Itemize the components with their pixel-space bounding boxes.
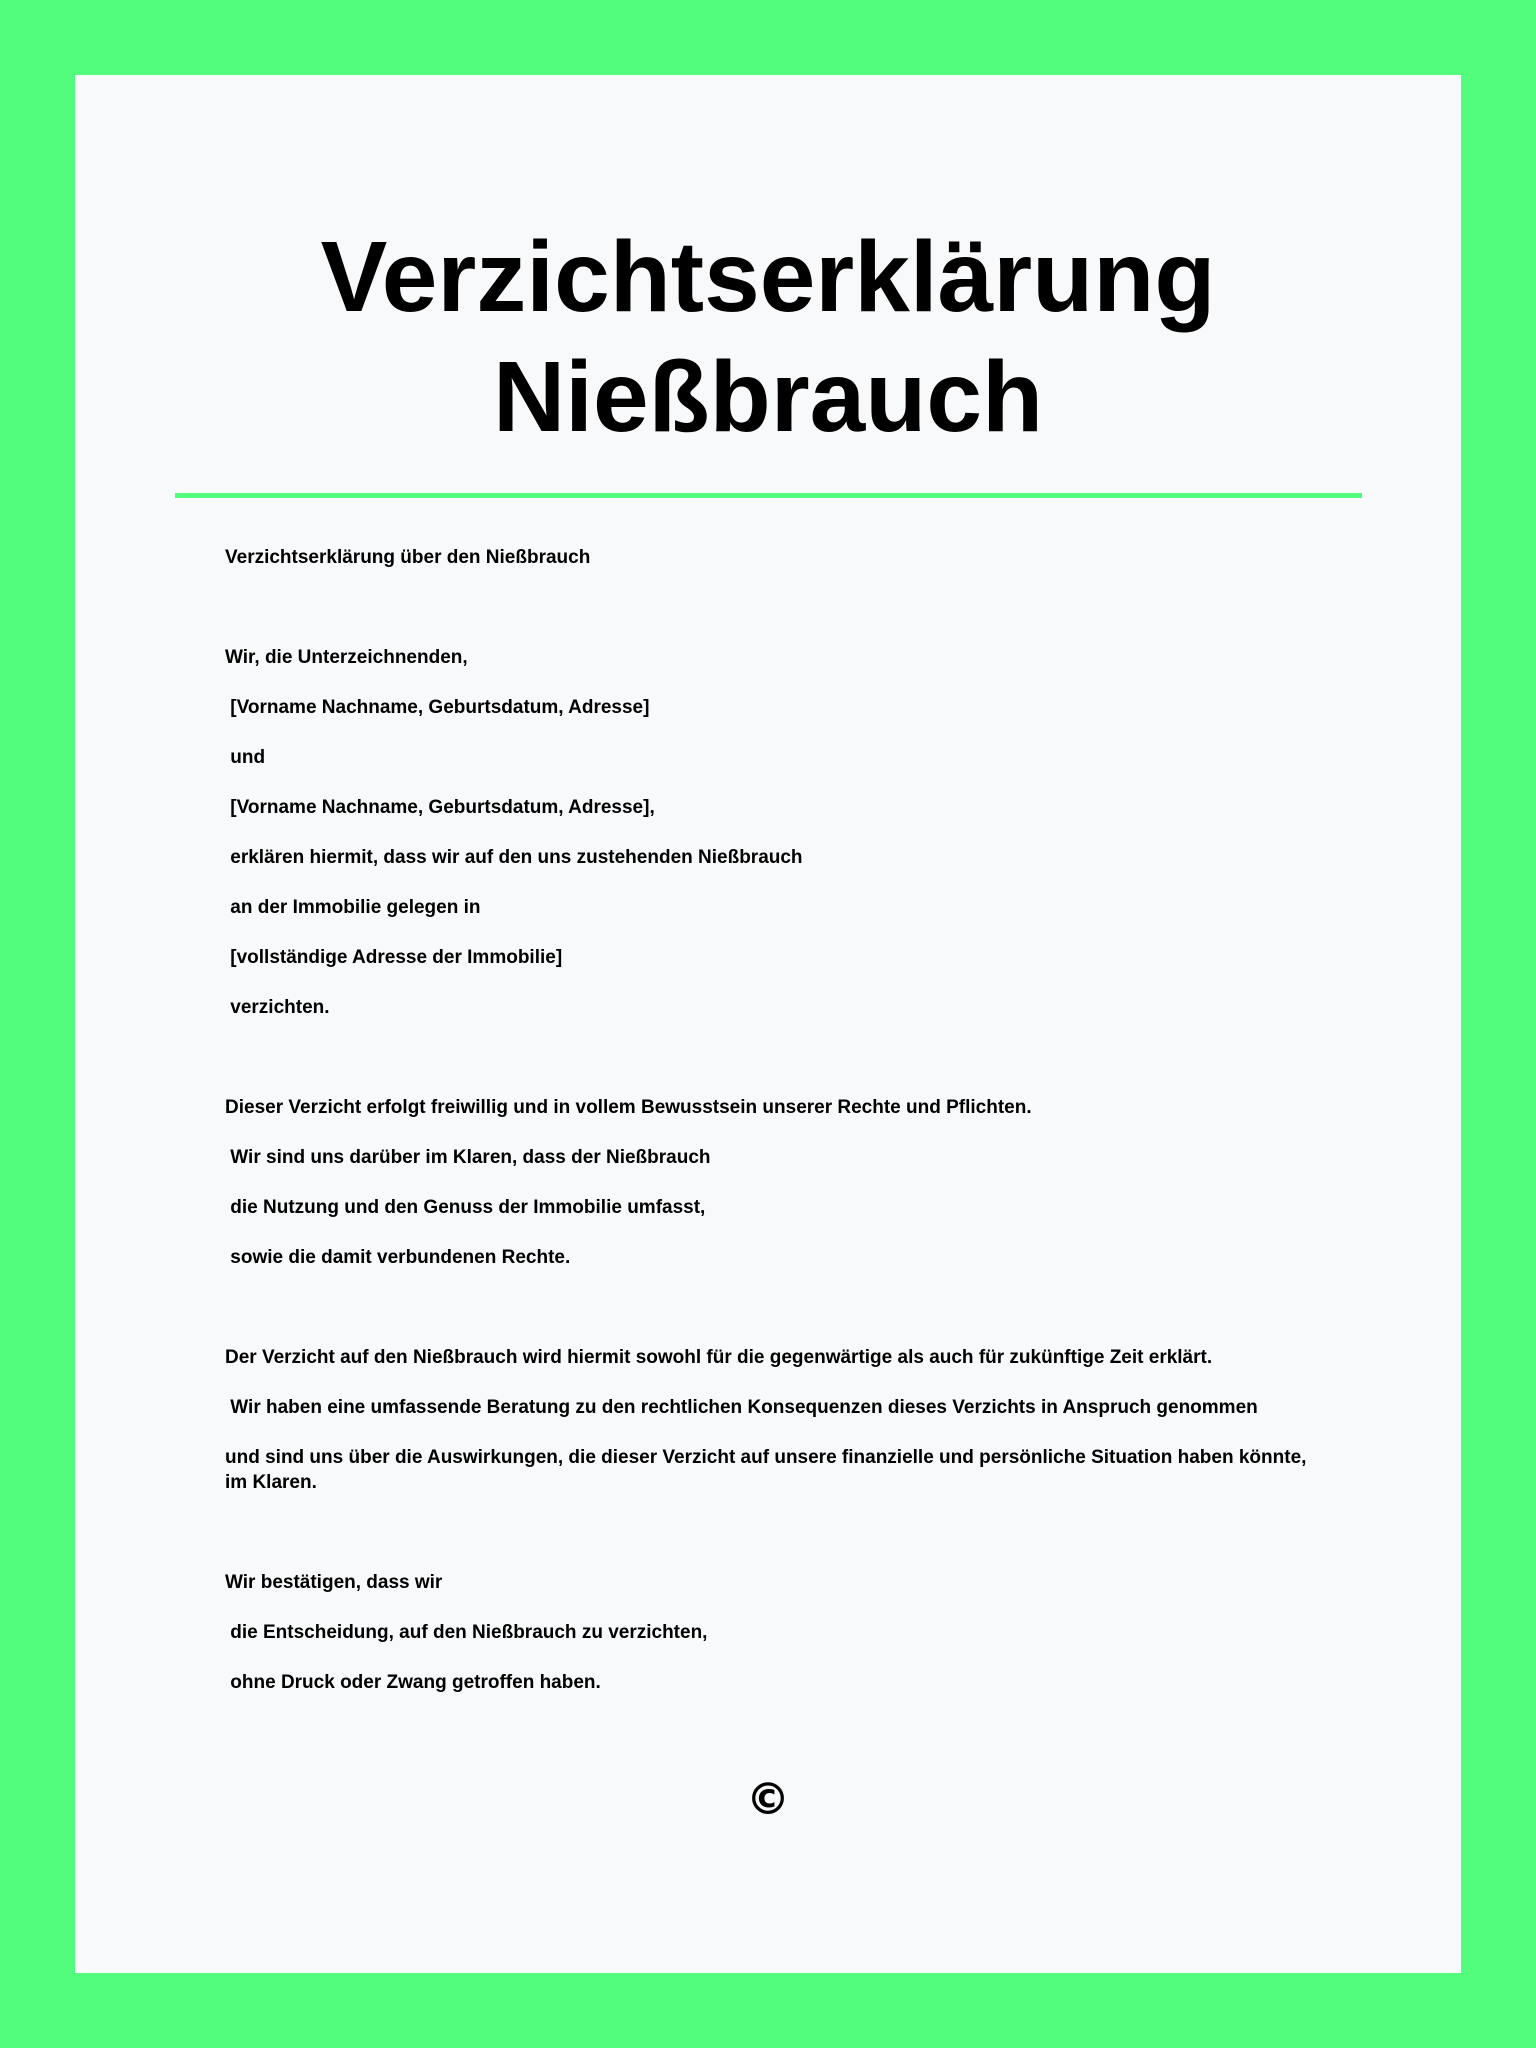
paragraph-1-line-7: [vollständige Adresse der Immobilie] [225, 947, 563, 968]
paragraph-2-line-3: die Nutzung und den Genuss der Immobilie umfasst, [225, 1197, 706, 1218]
title-line-2: Nießbrauch [492, 341, 1044, 453]
title-line-1: Verzichtserklärung [320, 221, 1216, 333]
paragraph-1-line-2: [Vorname Nachname, Geburtsdatum, Adresse] [225, 697, 650, 718]
paragraph-1-line-4: [Vorname Nachname, Geburtsdatum, Adresse], [225, 797, 655, 818]
paragraph-3-line-3: und sind uns über die Auswirkungen, die dieser Verzicht auf unsere finanzielle und persönliche Situation haben könnte, im Klaren. [225, 1447, 1312, 1493]
paragraph-4-line-1: Wir bestätigen, dass wir [225, 1572, 443, 1593]
paragraph-2-line-4: sowie die damit verbundenen Rechte. [225, 1247, 571, 1268]
paragraph-1-line-1: Wir, die Unterzeichnenden, [225, 647, 468, 668]
document-title [75, 217, 1461, 457]
paragraph-1-line-5: erklären hiermit, dass wir auf den uns zustehenden Nießbrauch [225, 847, 803, 868]
paragraph-3-line-2: Wir haben eine umfassende Beratung zu den rechtlichen Konsequenzen dieses Verzichts in Anspruch genommen [225, 1397, 1258, 1418]
copyright-icon: © [746, 1774, 790, 1825]
paragraph-3-line-1: Der Verzicht auf den Nießbrauch wird hiermit sowohl für die gegenwärtige als auch für zukünftige Zeit erklärt. [225, 1347, 1213, 1368]
paragraph-1-line-8: verzichten. [225, 997, 330, 1018]
paragraph-4-line-2: die Entscheidung, auf den Nießbrauch zu verzichten, [225, 1622, 708, 1643]
paragraph-2-line-2: Wir sind uns darüber im Klaren, dass der Nießbrauch [225, 1147, 711, 1168]
paragraph-2-line-1: Dieser Verzicht erfolgt freiwillig und in vollem Bewusstsein unserer Rechte und Pflichten. [225, 1097, 1032, 1118]
paragraph-1-line-3: und [225, 747, 266, 768]
title-divider [175, 493, 1362, 498]
paragraph-1-line-6: an der Immobilie gelegen in [225, 897, 481, 918]
paragraph-4-line-3: ohne Druck oder Zwang getroffen haben. [225, 1672, 601, 1693]
document-heading: Verzichtserklärung über den Nießbrauch [225, 547, 591, 568]
document-page [75, 75, 1461, 1973]
